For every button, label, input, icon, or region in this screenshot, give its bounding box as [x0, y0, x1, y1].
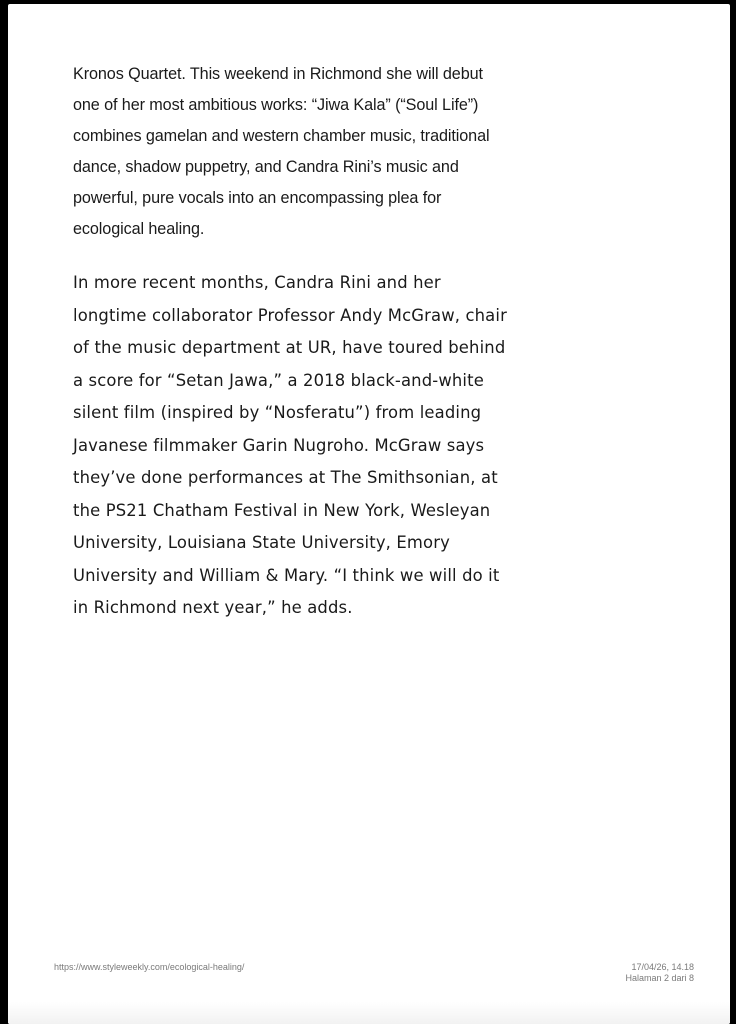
paragraph-line: the PS21 Chatham Festival in New York, Wesleyan [73, 500, 491, 520]
paragraph-line: longtime collaborator Professor Andy McGraw, chair [73, 305, 507, 325]
document-page [8, 4, 730, 1024]
footer-meta [625, 962, 694, 984]
paragraph-line: one of her most ambitious works: “Jiwa Kala” (“Soul Life”) [73, 96, 479, 114]
paragraph-line: ecological healing. [73, 220, 205, 238]
article-body [73, 59, 543, 625]
paragraph-line: Kronos Quartet. This weekend in Richmond she will debut [73, 65, 483, 83]
paragraph-line: of the music department at UR, have toured behind [73, 338, 506, 357]
paragraph-line: combines gamelan and western chamber music, traditional [73, 127, 490, 145]
paragraph-line: in Richmond next year,” he adds. [73, 598, 353, 617]
paragraph-line: dance, shadow puppetry, and Candra Rini’s music and [73, 158, 459, 176]
paragraph-line: silent film (inspired by “Nosferatu”) from leading [73, 403, 482, 422]
paragraph-line: a score for “Setan Jawa,” a 2018 black-and-white [73, 370, 484, 390]
footer-datetime: 17/04/26, 14.18 [631, 962, 694, 972]
paragraph-line: University and William & Mary. “I think we will do it [73, 565, 500, 585]
paragraph-line: University, Louisiana State University, Emory [73, 533, 450, 552]
article-paragraph-1 [73, 59, 543, 245]
paragraph-line: powerful, pure vocals into an encompassing plea for [73, 189, 442, 207]
page-bottom-edge [8, 1002, 730, 1024]
paragraph-line: In more recent months, Candra Rini and her [73, 273, 441, 292]
article-paragraph-2 [73, 267, 543, 625]
paragraph-line: they’ve done performances at The Smithsonian, at [73, 468, 498, 487]
footer-page-indicator: Halaman 2 dari 8 [625, 973, 694, 983]
footer-url[interactable]: https://www.styleweekly.com/ecological-healing/ [54, 962, 245, 972]
paragraph-line: Javanese filmmaker Garin Nugroho. McGraw says [73, 435, 485, 455]
